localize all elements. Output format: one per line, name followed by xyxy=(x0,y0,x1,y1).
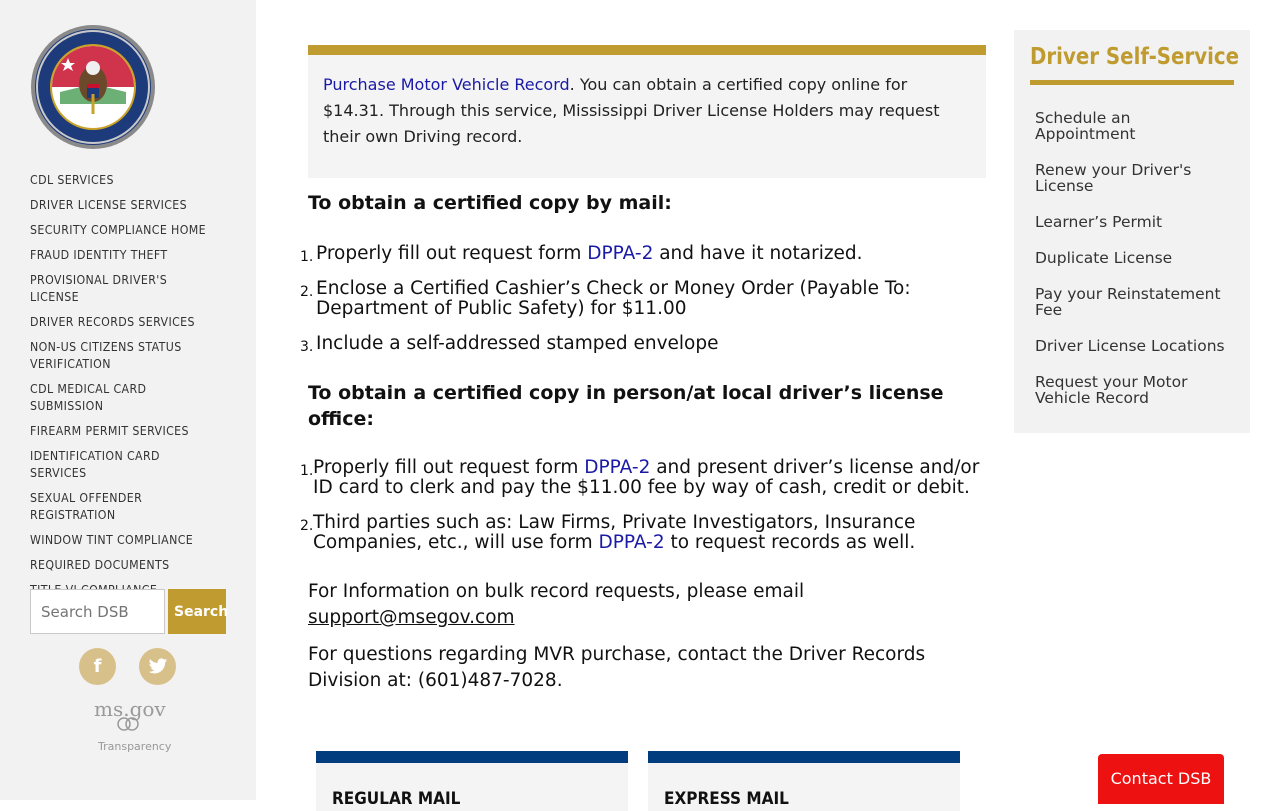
in-person-steps-list xyxy=(300,457,988,568)
msgov-logo[interactable] xyxy=(94,698,166,734)
dppa2-link[interactable]: DPPA-2 xyxy=(587,243,654,264)
list-item xyxy=(300,243,948,265)
list-item xyxy=(300,278,948,319)
search-button[interactable]: Search xyxy=(168,589,226,634)
regular-mail-card xyxy=(316,751,628,811)
notice-text: . You can obtain a certified copy online for $14.31. Through this service, Mississippi Driver License Holders may request their own Driving record. xyxy=(323,75,940,146)
mvr-contact-info: For questions regarding MVR purchase, contact the Driver Records Division at: (601)487-7028. xyxy=(308,644,926,691)
nav-item-cdl-services[interactable]: CDL SERVICES xyxy=(30,173,114,187)
list-text: and have it notarized. xyxy=(653,243,863,264)
support-email-link[interactable]: support@msegov.com xyxy=(308,607,515,628)
list-number: 1. xyxy=(300,463,314,479)
sidebar-nav xyxy=(30,172,230,632)
list-item xyxy=(300,512,988,553)
list-number: 1. xyxy=(300,249,314,265)
msgov-logo-text: ms.gov xyxy=(94,698,166,721)
search-input[interactable] xyxy=(30,589,165,634)
dps-seal-logo[interactable] xyxy=(30,24,156,150)
contact-dsb-button[interactable]: Contact DSB xyxy=(1098,754,1224,804)
link-duplicate-license[interactable]: Duplicate License xyxy=(1035,249,1173,267)
list-text: Properly fill out request form xyxy=(316,243,588,264)
twitter-icon[interactable] xyxy=(139,648,176,685)
nav-item-non-us-citizens[interactable]: NON-US CITIZENS STATUS VERIFICATION xyxy=(30,340,182,371)
list-item xyxy=(300,333,948,355)
dppa2-link[interactable]: DPPA-2 xyxy=(598,532,665,553)
nav-item-firearm-permit[interactable]: FIREARM PERMIT SERVICES xyxy=(30,424,189,438)
nav-item-fraud-identity-theft[interactable]: FRAUD IDENTITY THEFT xyxy=(30,248,168,262)
nav-item-security-compliance-home[interactable]: SECURITY COMPLIANCE HOME xyxy=(30,223,207,237)
bulk-request-info xyxy=(308,579,868,631)
nav-item-window-tint[interactable]: WINDOW TINT COMPLIANCE xyxy=(30,533,194,547)
list-number: 2. xyxy=(300,518,314,534)
nav-item-driver-records-services[interactable]: DRIVER RECORDS SERVICES xyxy=(30,315,195,329)
regular-mail-title: REGULAR MAIL xyxy=(332,789,461,809)
left-sidebar xyxy=(0,0,256,800)
list-number: 3. xyxy=(300,339,314,355)
mail-steps-list xyxy=(300,243,948,369)
express-mail-title: EXPRESS MAIL xyxy=(664,789,789,809)
express-mail-card xyxy=(648,751,960,811)
list-text: Third parties such as: Law Firms, Private Investigators, Insurance Companies, etc., will use form xyxy=(313,512,916,553)
list-number: 2. xyxy=(300,284,314,300)
link-learners-permit[interactable]: Learner’s Permit xyxy=(1035,213,1163,231)
list-text: to request records as well. xyxy=(664,532,916,553)
bulk-text: For Information on bulk record requests, please email xyxy=(308,581,805,602)
link-request-mvr[interactable]: Request your Motor Vehicle Record xyxy=(1035,373,1188,407)
self-service-links xyxy=(1035,110,1235,426)
list-text: Include a self-addressed stamped envelope xyxy=(316,333,719,354)
purchase-mvr-link[interactable]: Purchase Motor Vehicle Record xyxy=(323,75,570,94)
transparency-caption[interactable]: Transparency xyxy=(98,740,172,753)
in-person-heading: To obtain a certified copy in person/at local driver’s license office: xyxy=(308,382,944,430)
nav-item-identification-card[interactable]: IDENTIFICATION CARD SERVICES xyxy=(30,449,160,480)
title-divider xyxy=(1030,80,1234,85)
list-item xyxy=(300,457,988,498)
link-license-locations[interactable]: Driver License Locations xyxy=(1035,337,1225,355)
dppa2-link[interactable]: DPPA-2 xyxy=(584,457,651,478)
self-service-title: Driver Self-Service xyxy=(1030,44,1240,70)
mail-heading: To obtain a certified copy by mail: xyxy=(308,192,672,214)
nav-item-provisional-license[interactable]: PROVISIONAL DRIVER'S LICENSE xyxy=(30,273,168,304)
nav-item-driver-license-services[interactable]: DRIVER LICENSE SERVICES xyxy=(30,198,188,212)
link-renew-license[interactable]: Renew your Driver's License xyxy=(1035,161,1192,195)
nav-item-sexual-offender[interactable]: SEXUAL OFFENDER REGISTRATION xyxy=(30,491,143,522)
list-text: Properly fill out request form xyxy=(313,457,585,478)
nav-item-required-documents[interactable]: REQUIRED DOCUMENTS xyxy=(30,558,170,572)
nav-item-cdl-medical-card[interactable]: CDL MEDICAL CARD SUBMISSION xyxy=(30,382,147,413)
twitter-bird-glyph xyxy=(148,658,168,675)
link-schedule-appointment[interactable]: Schedule an Appointment xyxy=(1035,109,1136,143)
purchase-notice xyxy=(308,45,986,178)
list-text: Enclose a Certified Cashier’s Check or Money Order (Payable To: Department of Public Safety) for $11.00 xyxy=(316,278,911,319)
driver-self-service-panel xyxy=(1014,30,1250,433)
facebook-icon[interactable]: f xyxy=(79,648,116,685)
link-reinstatement-fee[interactable]: Pay your Reinstatement Fee xyxy=(1035,285,1221,319)
list-text: and present driver’s license and/or ID card to clerk and pay the $11.00 fee by way of cash, credit or debit. xyxy=(313,457,980,498)
